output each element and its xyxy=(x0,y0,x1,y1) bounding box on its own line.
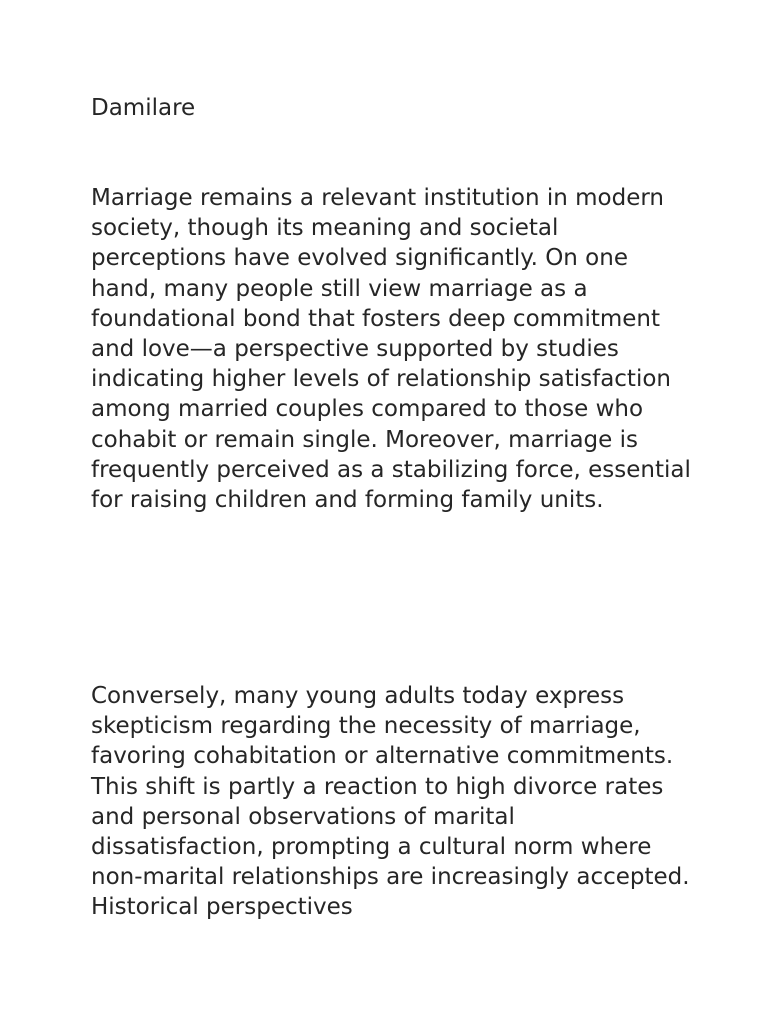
author-name: Damilare xyxy=(91,95,196,121)
body-paragraph: Marriage remains a relevant institution in modern society, though its meaning and societal perceptions have evolved significantly. On one hand, many people still view marriage as a foundational bond that fosters deep commitment and love—a perspective supported by studies indicating higher levels of relationship satisfaction among married couples compared to those who cohabit or remain single. Moreover, marriage is frequently perceived as a stabilizing force, essential for raising children and forming family units. xyxy=(91,185,691,514)
body-paragraph: Conversely, many young adults today express skepticism regarding the necessity of marriage, favoring cohabitation or alternative commitments. This shift is partly a reaction to high divorce rates and personal observations of marital dissatisfaction, prompting a cultural norm where non-marital relationships are increasingly accepted. Historical perspectives xyxy=(91,683,690,921)
